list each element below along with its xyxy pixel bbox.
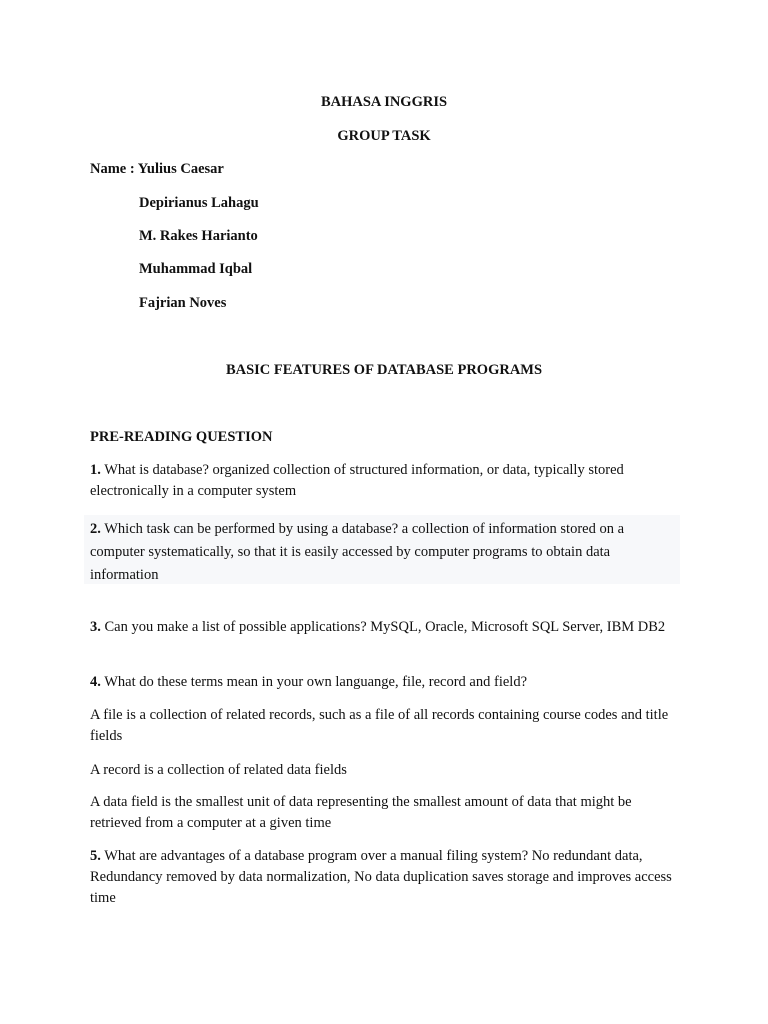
question-4	[90, 672, 678, 693]
member-name: M. Rakes Harianto	[139, 228, 258, 244]
question-text: What are advantages of a database program over a manual filing system? No redundant data, Redundancy removed by data normalization, No data duplication saves storage and improves access time	[90, 848, 672, 906]
name-label: Name :	[90, 161, 138, 177]
definition-record: A record is a collection of related data fields	[90, 762, 347, 778]
member-name: Muhammad Iqbal	[139, 261, 253, 277]
document-title: BASIC FEATURES OF DATABASE PROGRAMS	[225, 362, 543, 378]
question-1	[90, 460, 678, 502]
task-heading: GROUP TASK	[337, 128, 431, 144]
member-name: Yulius Caesar	[137, 161, 224, 177]
question-5	[90, 846, 678, 909]
question-number: 5.	[90, 848, 101, 864]
member-name: Depirianus Lahagu	[139, 195, 259, 211]
question-text: What is database? organized collection of structured information, or data, typically stored electronically in a computer system	[90, 462, 624, 499]
question-text: What do these terms mean in your own languange, file, record and field?	[100, 674, 528, 690]
question-number: 4.	[90, 674, 101, 690]
question-2	[90, 518, 678, 587]
member-name: Fajrian Noves	[139, 295, 227, 311]
question-number: 3.	[90, 619, 101, 635]
question-text: Can you make a list of possible applications? MySQL, Oracle, Microsoft SQL Server, IBM DB2	[100, 619, 666, 635]
section-heading: PRE-READING QUESTION	[90, 429, 273, 445]
question-3	[90, 617, 678, 638]
question-text: Which task can be performed by using a database? a collection of information stored on a computer systematically, so that it is easily accessed by computer programs to obtain data information	[90, 521, 625, 583]
definition-field: A data field is the smallest unit of data representing the smallest amount of data that might be retrieved from a computer at a given time	[90, 794, 632, 831]
definition-file: A file is a collection of related records, such as a file of all records containing course codes and title fields	[90, 707, 669, 744]
question-number: 2.	[90, 521, 101, 537]
name-line	[90, 160, 224, 178]
subject-heading: BAHASA INGGRIS	[320, 94, 448, 110]
question-number: 1.	[90, 462, 101, 478]
